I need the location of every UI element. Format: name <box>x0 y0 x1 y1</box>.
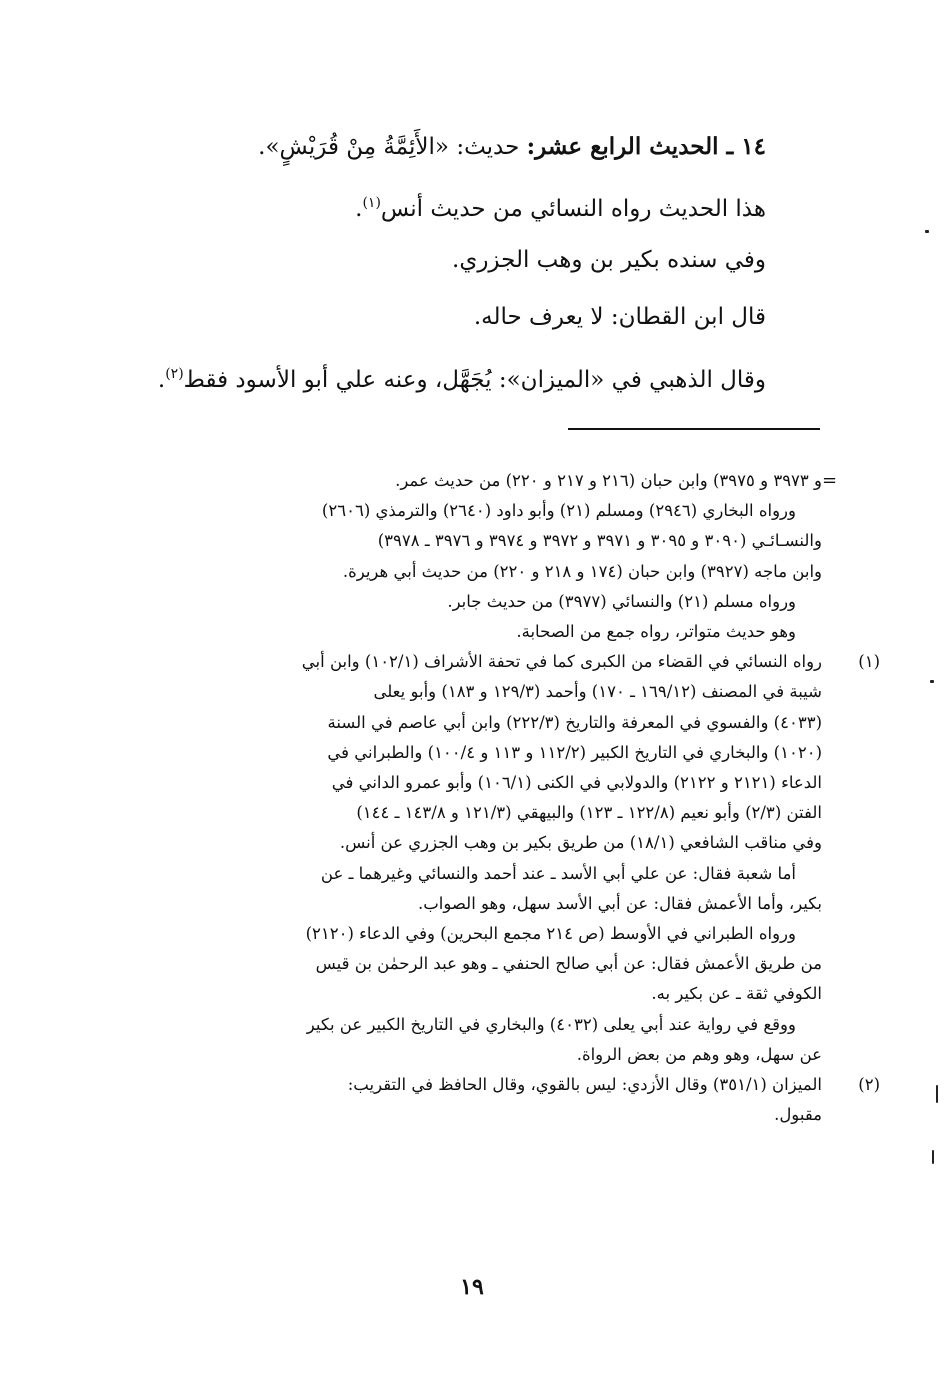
main-line-dhahabi <box>146 346 766 403</box>
footnote-1 <box>122 647 880 1070</box>
main-line-ibn-qattan: قال ابن القطان: لا يعرف حاله. <box>473 304 766 330</box>
scan-speck <box>925 230 929 233</box>
hadith-heading-number-title: ١٤ ـ الحديث الرابع عشر: <box>526 133 766 160</box>
hadith-heading-text: حديث: «الأَئِمَّةُ مِنْ قُرَيْشٍ». <box>258 134 520 160</box>
main-text <box>146 118 766 403</box>
footnote-line: مقبول. <box>774 1105 822 1125</box>
footnote-line: الميزان (٣٥١/١) وقال الأزدي: ليس بالقوي، وقال الحافظ في التقريب: <box>347 1075 822 1095</box>
main-line-dhahabi-end: . <box>157 367 166 393</box>
footnote-line: رواه النسائي في القضاء من الكبرى كما في تحفة الأشراف (١٠٢/١) وابن أبي <box>301 652 822 672</box>
footnote-2 <box>122 1070 880 1130</box>
footnote-line: من طريق الأعمش فقال: عن أبي صالح الحنفي ـ وهو عبد الرحمٰن بن قيس <box>315 954 822 974</box>
footnote-1-number: (١) <box>858 652 880 672</box>
footnotes <box>122 466 880 1130</box>
footnote-line: الكوفي ثقة ـ عن بكير به. <box>651 984 822 1004</box>
main-line-dhahabi-text: وقال الذهبي في «الميزان»: يُجَهَّل، وعنه علي أبو الأسود فقط <box>183 367 766 393</box>
page-number: ١٩ <box>460 1274 484 1300</box>
footnote-line: بكير، وأما الأعمش فقال: عن أبي الأسد سهل، وهو الصواب. <box>417 893 822 913</box>
scan-speck <box>930 680 934 683</box>
continuation-mark: = <box>822 470 838 491</box>
footnote-continuation <box>122 466 822 647</box>
footnote-line: الدعاء (٢١٢١ و ٢١٢٢) والدولابي في الكنى (١٠٦/١) وأبو عمرو الداني في <box>331 773 822 793</box>
footnote-line: ورواه البخاري (٢٩٤٦) ومسلم (٢١) وأبو داود (٢٦٤٠) والترمذي (٢٦٠٦) <box>321 501 796 521</box>
main-line-narration <box>146 175 766 232</box>
footnote-line: (٤٠٣٣) والفسوي في المعرفة والتاريخ (٢٢٢/٣) وابن أبي عاصم في السنة <box>327 712 822 732</box>
footnote-line: ورواه مسلم (٢١) والنسائي (٣٩٧٧) من حديث جابر. <box>447 591 796 611</box>
main-line-chain: وفي سنده بكير بن وهب الجزري. <box>452 247 766 273</box>
footnote-line: وفي مناقب الشافعي (١٨/١) من طريق بكير بن وهب الجزري عن أنس. <box>339 833 822 853</box>
footnote-line: أما شعبة فقال: عن علي أبي الأسد ـ عند أحمد والنسائي وغيرهما ـ عن <box>320 863 796 883</box>
footnote-separator <box>568 428 820 430</box>
footnote-line: الفتن (٢/٣) وأبو نعيم (١٢٢/٨ ـ ١٢٣) والبيهقي (١٢١/٣ و ١٤٣/٨ ـ ١٤٤) <box>356 803 822 823</box>
hadith-heading <box>146 118 766 175</box>
footnote-line: (١٠٢٠) والبخاري في التاريخ الكبير (١١٢/٢ و ١١٣ و ١٠٠/٤) والطبراني في <box>327 742 822 762</box>
footnote-ref-1[interactable]: (١) <box>362 195 381 211</box>
footnote-line: عن سهل، وهو وهم من بعض الرواة. <box>576 1044 822 1064</box>
scan-speck <box>932 1150 934 1164</box>
footnote-ref-2[interactable]: (٢) <box>165 366 184 382</box>
footnote-line: ورواه الطبراني في الأوسط (ص ٢١٤ مجمع البحرين) وفي الدعاء (٢١٢٠) <box>305 924 796 944</box>
main-line-narration-end: . <box>355 196 363 222</box>
footnote-line: وابن ماجه (٣٩٢٧) وابن حبان (١٧٤ و ٢١٨ و ٢٢٠) من حديث أبي هريرة. <box>342 561 822 581</box>
footnote-line: شيبة في المصنف (١٦٩/١٢ ـ ١٧٠) وأحمد (١٢٩/٣ و ١٨٣) وأبو يعلى <box>373 682 822 702</box>
footnote-line: ووقع في رواية عند أبي يعلى (٤٠٣٢) والبخاري في التاريخ الكبير عن بكير <box>306 1014 796 1034</box>
main-line-narration-text: هذا الحديث رواه النسائي من حديث أنس <box>380 196 766 222</box>
footnote-line: والنسـائـي (٣٠٩٠ و ٣٠٩٥ و ٣٩٧١ و ٣٩٧٢ و ٣٩٧٤ و ٣٩٧٦ ـ ٣٩٧٨) <box>377 531 822 551</box>
footnote-2-number: (٢) <box>858 1075 880 1095</box>
footnote-line: و ٣٩٧٣ و ٣٩٧٥) وابن حبان (٢١٦ و ٢١٧ و ٢٢٠) من حديث عمر. <box>395 471 822 490</box>
footnote-line: وهو حديث متواتر، رواه جمع من الصحابة. <box>516 622 796 642</box>
scan-speck <box>936 1085 938 1103</box>
